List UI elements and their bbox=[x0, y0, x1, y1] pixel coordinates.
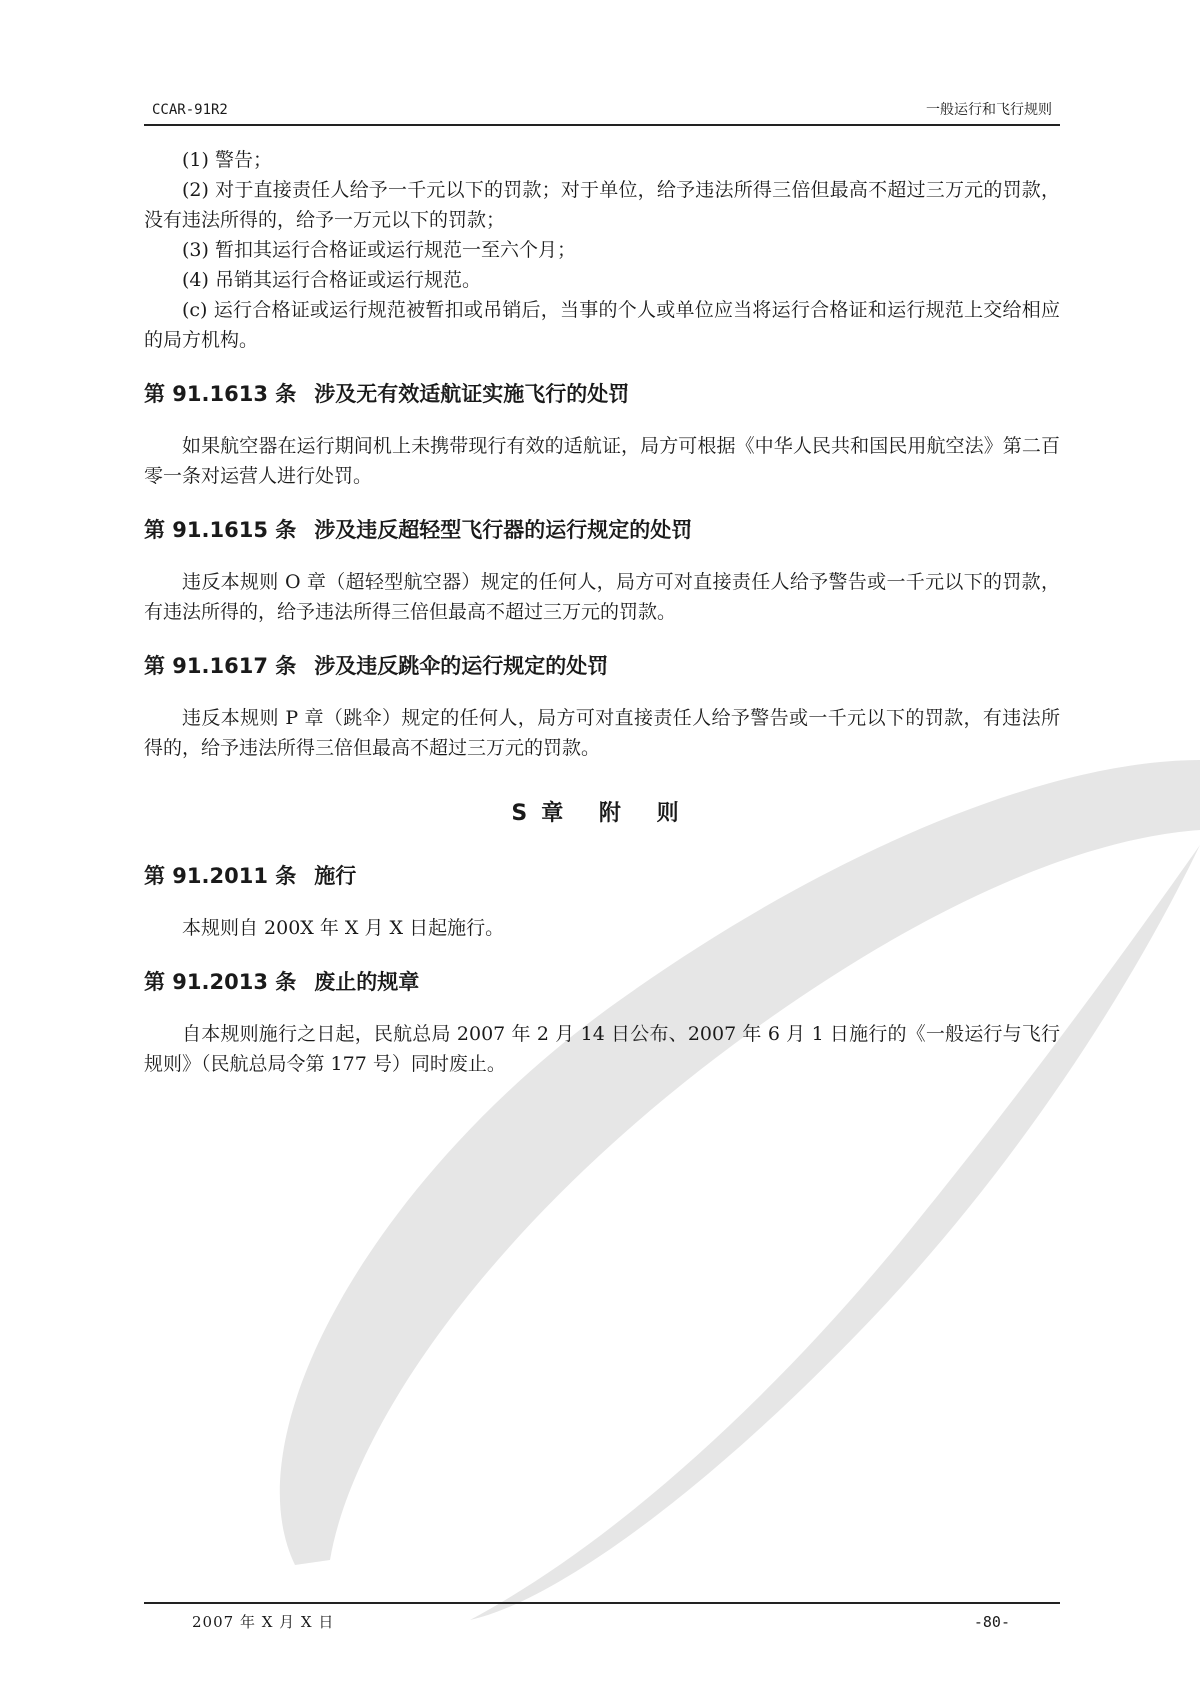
list-item: (2) 对于直接责任人给予一千元以下的罚款；对于单位，给予违法所得三倍但最高不超过三万元的罚款，没有违法所得的，给予一万元以下的罚款； bbox=[144, 179, 1060, 231]
footer-date: 2007 年 X 月 X 日 bbox=[192, 1613, 335, 1631]
section-number: 第 91.1613 条 bbox=[144, 382, 297, 406]
page-header bbox=[144, 100, 1060, 126]
doc-title: 一般运行和飞行规则 bbox=[926, 102, 1052, 118]
section-number: 第 91.2011 条 bbox=[144, 864, 297, 888]
section-body: 本规则自 200X 年 X 月 X 日起施行。 bbox=[182, 917, 505, 939]
section-body: 自本规则施行之日起，民航总局 2007 年 2 月 14 日公布、2007 年 6 月 1 日施行的《一般运行与飞行规则》（民航总局令第 177 号）同时废止。 bbox=[144, 1023, 1060, 1075]
doc-code: CCAR-91R2 bbox=[152, 102, 228, 118]
section-body: 如果航空器在运行期间机上未携带现行有效的适航证，局方可根据《中华人民共和国民用航空法》第二百零一条对运营人进行处罚。 bbox=[144, 435, 1060, 487]
section-number: 第 91.1617 条 bbox=[144, 654, 297, 678]
page-number: -80- bbox=[973, 1613, 1010, 1631]
section-title: 废止的规章 bbox=[314, 970, 420, 994]
section-number: 第 91.2013 条 bbox=[144, 970, 297, 994]
section-heading-2011 bbox=[144, 861, 1060, 891]
page-content bbox=[144, 145, 1060, 1079]
section-title: 施行 bbox=[314, 864, 357, 888]
page-footer bbox=[144, 1602, 1060, 1634]
chapter-title: S章 附 则 bbox=[511, 801, 693, 826]
paragraph-c: (c) 运行合格证或运行规范被暂扣或吊销后，当事的个人或单位应当将运行合格证和运行规范上交给相应的局方机构。 bbox=[144, 299, 1060, 351]
section-heading-2013 bbox=[144, 967, 1060, 997]
list-item: (4) 吊销其运行合格证或运行规范。 bbox=[182, 269, 481, 291]
section-heading-1613 bbox=[144, 379, 1060, 409]
list-item: (3) 暂扣其运行合格证或运行规范一至六个月； bbox=[182, 239, 576, 261]
section-heading-1615 bbox=[144, 515, 1060, 545]
section-title: 涉及违反超轻型飞行器的运行规定的处罚 bbox=[314, 518, 693, 542]
section-body: 违反本规则 P 章（跳伞）规定的任何人，局方可对直接责任人给予警告或一千元以下的罚款，有违法所得的，给予违法所得三倍但最高不超过三万元的罚款。 bbox=[144, 707, 1060, 759]
section-body: 违反本规则 O 章（超轻型航空器）规定的任何人，局方可对直接责任人给予警告或一千元以下的罚款，有违法所得的，给予违法所得三倍但最高不超过三万元的罚款。 bbox=[144, 571, 1060, 623]
section-heading-1617 bbox=[144, 651, 1060, 681]
section-title: 涉及无有效适航证实施飞行的处罚 bbox=[314, 382, 630, 406]
list-item: (1) 警告； bbox=[182, 149, 272, 171]
section-number: 第 91.1615 条 bbox=[144, 518, 297, 542]
section-title: 涉及违反跳伞的运行规定的处罚 bbox=[314, 654, 609, 678]
